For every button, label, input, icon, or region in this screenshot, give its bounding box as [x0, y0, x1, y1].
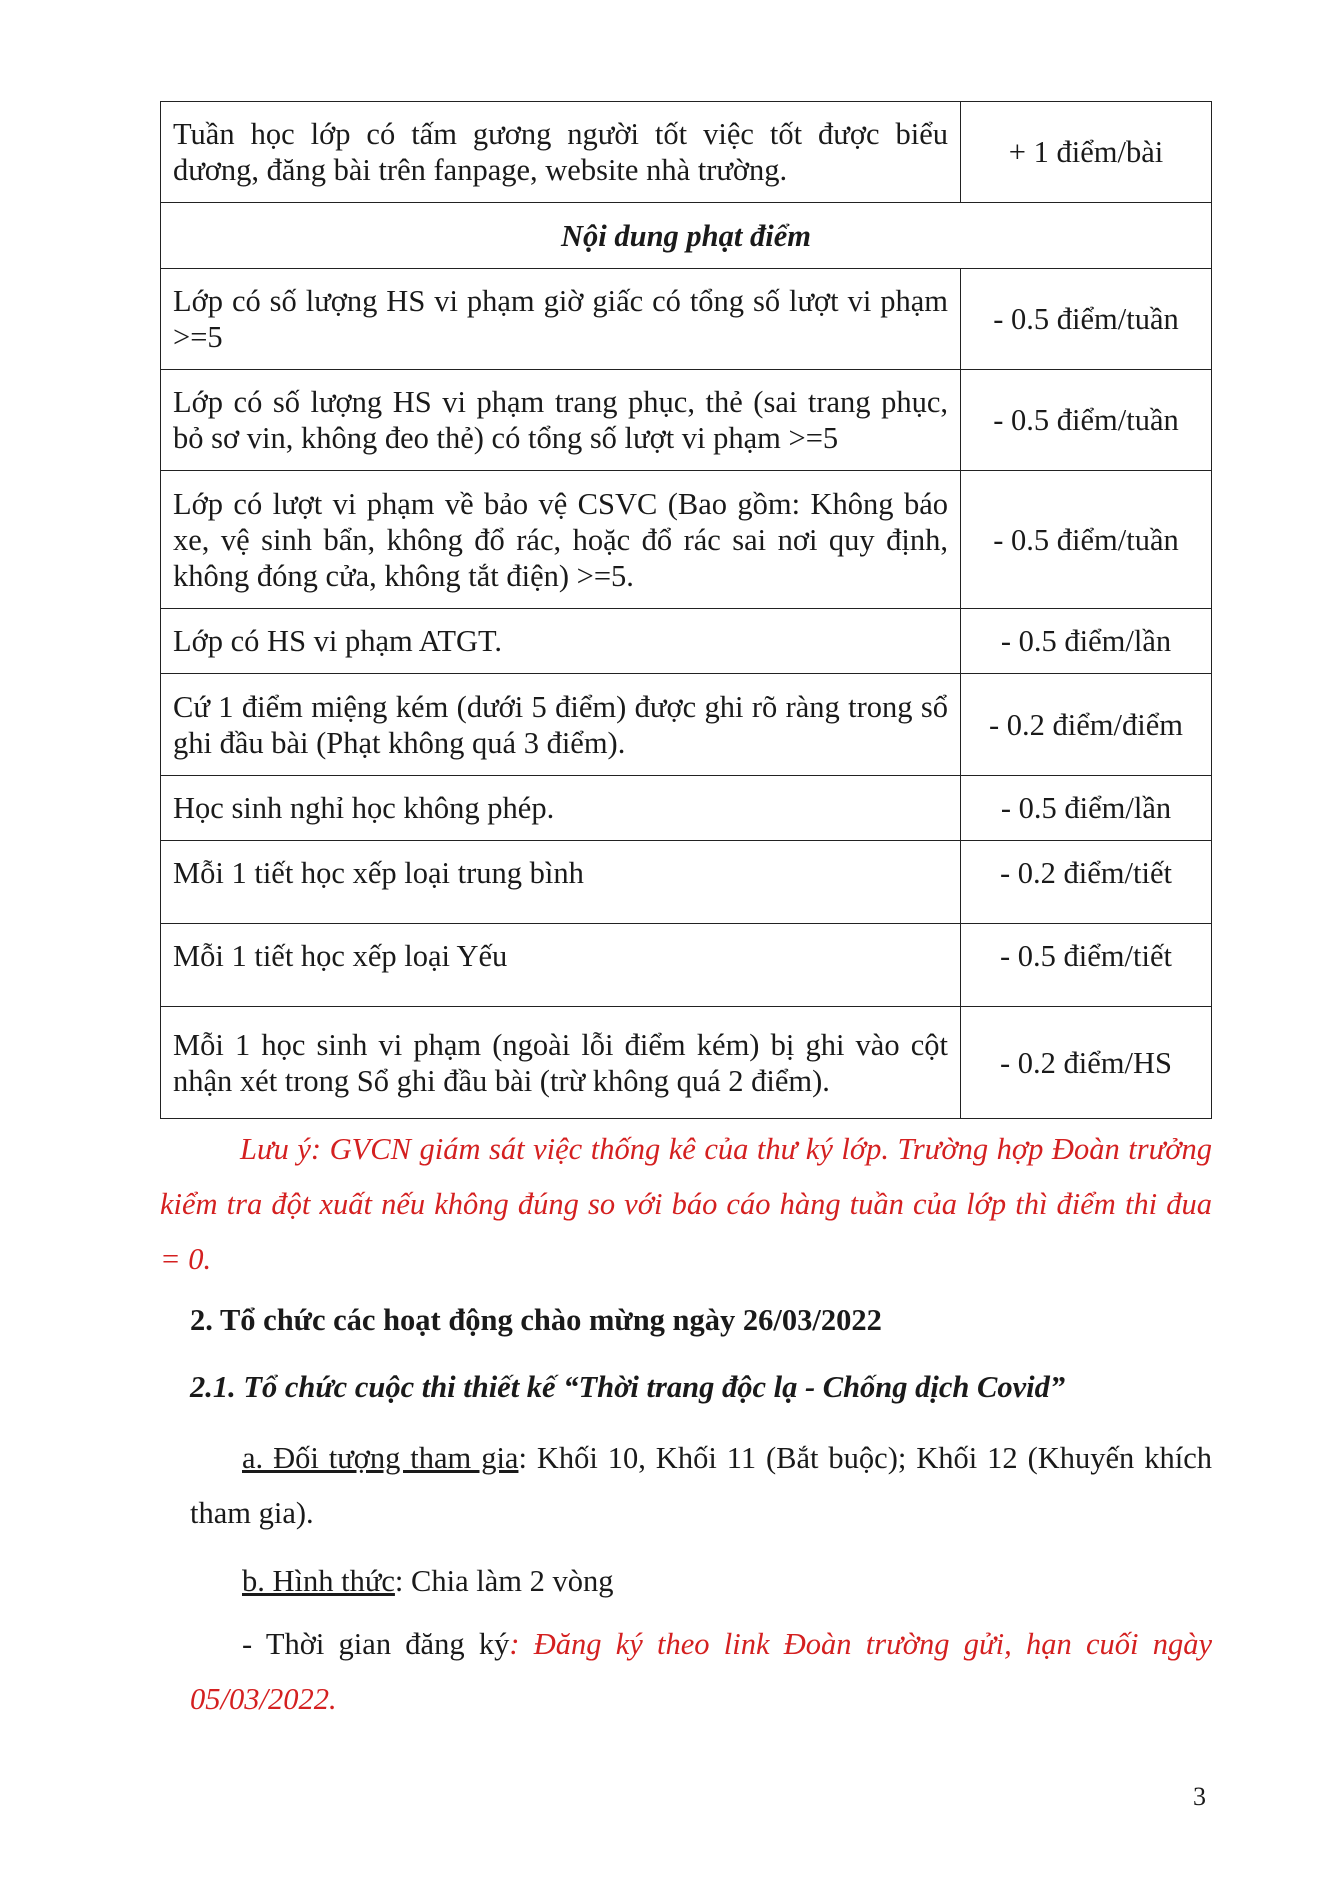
table-row — [161, 776, 1212, 841]
teacher-note: Lưu ý: GVCN giám sát việc thống kê của thư ký lớp. Trường hợp Đoàn trưởng kiểm tra đột xuất nếu không đúng so với báo cáo hàng tuần của lớp thì điểm thi đua = 0. — [160, 1132, 1212, 1276]
participants-text: : Khối 10, Khối 11 (Bắt buộc); Khối 12 (Khuyến khích tham gia). — [190, 1441, 1212, 1530]
row-points: - 0.5 điểm/tuần — [961, 269, 1212, 370]
row-points: - 0.5 điểm/tuần — [961, 370, 1212, 471]
page-number: 3 — [1193, 1782, 1206, 1811]
row-description: Mỗi 1 tiết học xếp loại trung bình — [161, 841, 961, 924]
row-description: Mỗi 1 tiết học xếp loại Yếu — [161, 924, 961, 1007]
table-row — [161, 924, 1212, 1007]
row-description: Lớp có HS vi phạm ATGT. — [161, 609, 961, 674]
format-text: : Chia làm 2 vòng — [394, 1564, 614, 1598]
section-2-heading: 2. Tổ chức các hoạt động chào mừng ngày 26/03/2022 — [190, 1303, 882, 1337]
row-description: Lớp có lượt vi phạm về bảo vệ CSVC (Bao gồm: Không báo xe, vệ sinh bẩn, không đổ rác, hoặc đổ rác sai nơi quy định, không đóng cửa, không tắt điện) >=5. — [161, 471, 961, 609]
table-row — [161, 471, 1212, 609]
section-header-penalties: Nội dung phạt điểm — [161, 203, 1212, 269]
scoring-table — [160, 101, 1212, 1119]
table-row — [161, 1007, 1212, 1119]
table-row — [161, 841, 1212, 924]
row-points: - 0.5 điểm/tiết — [961, 924, 1212, 1007]
row-description: Cứ 1 điểm miệng kém (dưới 5 điểm) được ghi rõ ràng trong sổ ghi đầu bài (Phạt không quá 3 điểm). — [161, 674, 961, 776]
row-points: - 0.2 điểm/điểm — [961, 674, 1212, 776]
table-row — [161, 370, 1212, 471]
row-points: - 0.2 điểm/HS — [961, 1007, 1212, 1119]
row-points: + 1 điểm/bài — [961, 102, 1212, 203]
format-label: b. Hình thức — [242, 1564, 395, 1598]
section-2-1-heading: 2.1. Tổ chức cuộc thi thiết kế “Thời trang độc lạ - Chống dịch Covid” — [190, 1370, 1066, 1404]
participants-label: a. Đối tượng tham gia — [242, 1441, 519, 1475]
participants-paragraph — [190, 1431, 1212, 1541]
table-row — [161, 674, 1212, 776]
format-paragraph — [190, 1554, 1212, 1609]
table-row — [161, 269, 1212, 370]
row-points: - 0.2 điểm/tiết — [961, 841, 1212, 924]
row-description: Học sinh nghỉ học không phép. — [161, 776, 961, 841]
row-points: - 0.5 điểm/lần — [961, 776, 1212, 841]
row-description: Tuần học lớp có tấm gương người tốt việc tốt được biểu dương, đăng bài trên fanpage, website nhà trường. — [161, 102, 961, 203]
row-points: - 0.5 điểm/lần — [961, 609, 1212, 674]
row-description: Mỗi 1 học sinh vi phạm (ngoài lỗi điểm kém) bị ghi vào cột nhận xét trong Sổ ghi đầu bài (trừ không quá 2 điểm). — [161, 1007, 961, 1119]
row-points: - 0.5 điểm/tuần — [961, 471, 1212, 609]
table-row — [161, 609, 1212, 674]
row-description: Lớp có số lượng HS vi phạm giờ giấc có tổng số lượt vi phạm >=5 — [161, 269, 961, 370]
row-description: Lớp có số lượng HS vi phạm trang phục, thẻ (sai trang phục, bỏ sơ vin, không đeo thẻ) có tổng số lượt vi phạm >=5 — [161, 370, 961, 471]
registration-label: - Thời gian đăng ký — [242, 1627, 510, 1661]
table-row — [161, 102, 1212, 203]
registration-paragraph — [190, 1617, 1212, 1727]
registration-text: : Đăng ký theo link Đoàn trường gửi, hạn cuối ngày 05/03/2022. — [190, 1627, 1212, 1716]
section-header-row — [161, 203, 1212, 269]
